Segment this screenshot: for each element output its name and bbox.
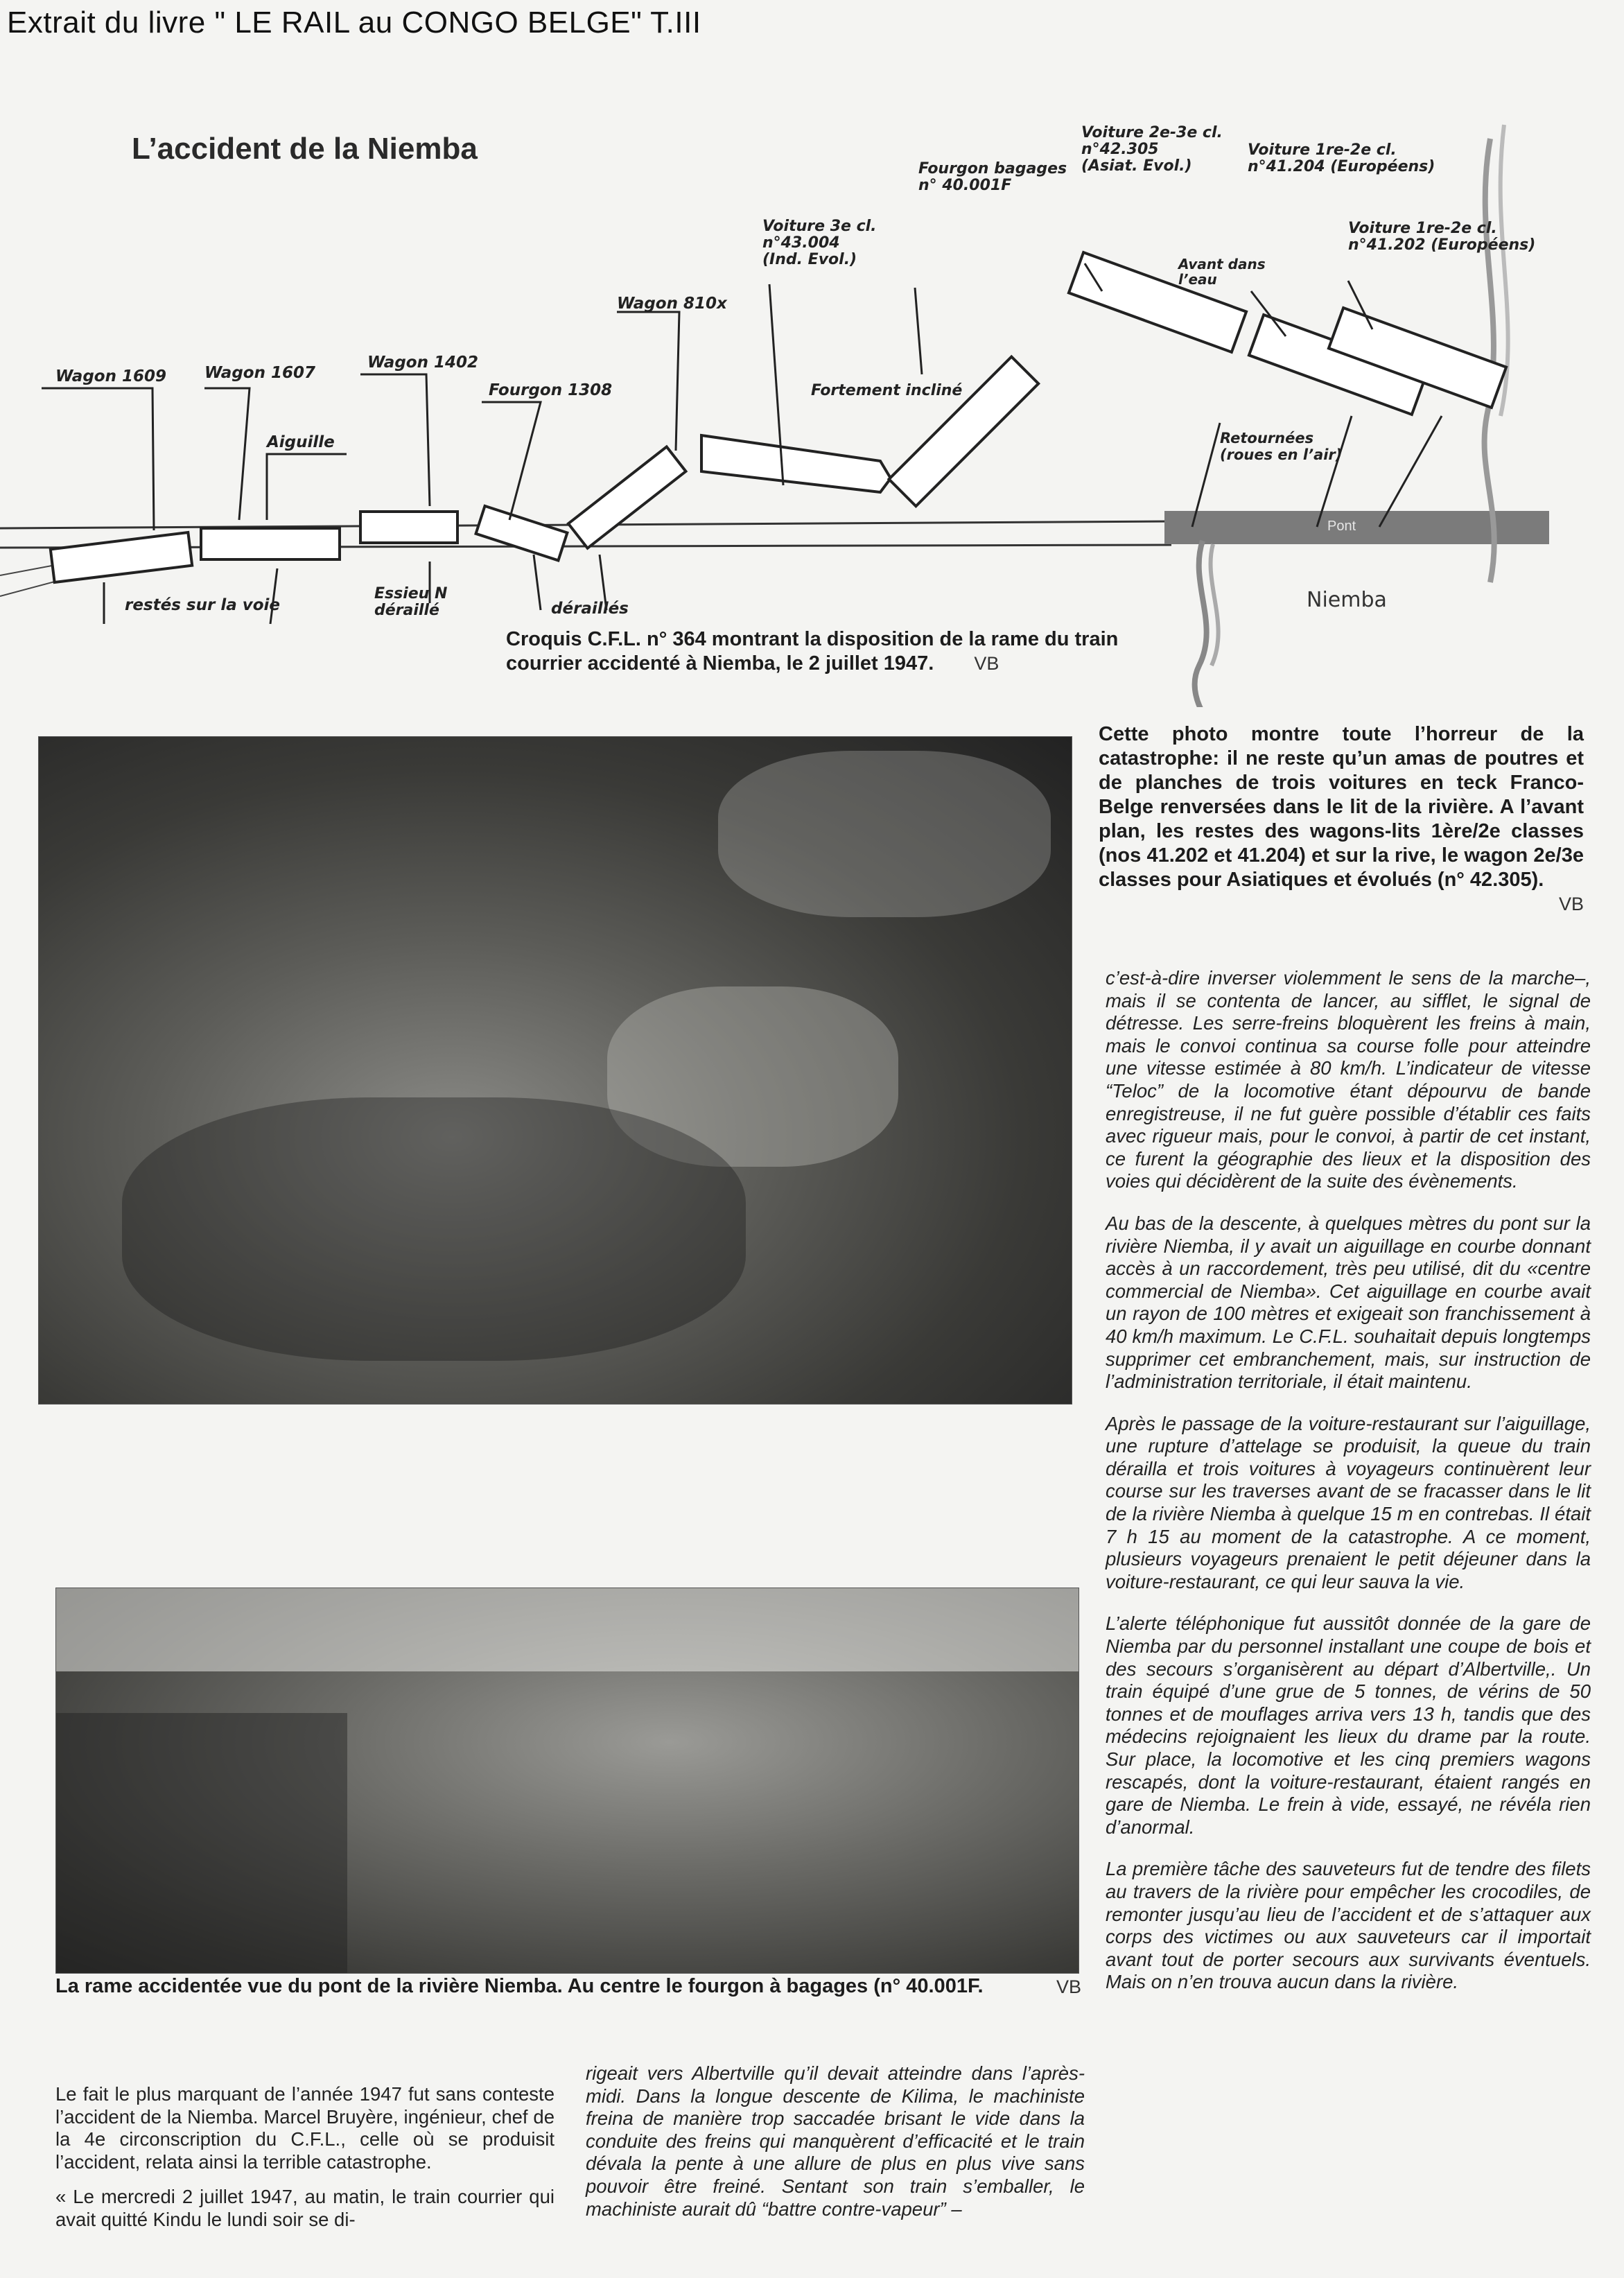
label-fourgon-1308: Fourgon 1308 xyxy=(489,381,613,399)
pointer-derailles xyxy=(534,555,541,610)
label-wagon-1607: Wagon 1607 xyxy=(204,364,315,382)
label-voiture-43004: Voiture 3e cl. n°43.004 (Ind. Evol.) xyxy=(762,218,877,268)
sketch-caption xyxy=(506,627,1158,676)
photo1-caption-text: Cette photo montre toute l’horreur de la catastrophe: il ne reste qu’un amas de poutres et de planches de trois voitures en teck Franco-Belge renversées dans le lit de la rivière. A l’avant plan, les restes des wagons-lits 1ère/2e classes (nos 41.202 et 41.204) et sur la rive, le wagon 2e/3e classes pour Asiatiques et évolués (n° 42.305). xyxy=(1099,723,1584,891)
photo-sky-area xyxy=(56,1588,1079,1671)
right-paragraph-1: c’est-à-dire inverser violemment le sens de la marche–, mais il se contenta de lancer, au sifflet, le signal de détresse. Les serre-freins bloquèrent les freins à main, mais le convoi continua sa course folle pour atteindre une vitesse estimée à 80 km/h. L’indicateur de vitesse “Teloc” de la locomotive étant dépourvu de bande enregistreuse, il ne fut guère possible d’établir ces faits avec rigueur mais, pour le convoi, à partir de cet instant, ce furent la géographie des lieux et la disposition des voies qui décidèrent de la suite des évènements. xyxy=(1106,967,1591,1192)
right-paragraph-3: Après le passage de la voiture-restaurant sur l’aiguillage, une rupture d’attelage se produisit, la queue du train dérailla et trois voitures à voyageurs continuèrent leur course sur les traverses avant de se fracasser dans le lit de la rivière Niemba à quelque 15 m en contrebas. Il était 7 h 15 au moment de la catastrophe. A ce moment, plusieurs voyageurs prenaient le petit déjeuner dans la voiture-restaurant, ce qui leur sauva la vie. xyxy=(1106,1412,1591,1592)
right-paragraph-2: Au bas de la descente, à quelques mètres du pont sur la rivière Niemba, il y avait un aiguillage en courbe donnant accès à un raccordement, très peu utilisé, dit du «centre commercial de Niemba». Cet aiguillage en courbe avait un rayon de 100 mètres et exigeait son franchissement à 40 km/h maximum. Le C.F.L. souhaitait depuis longtemps supprimer cet embranchement, mais, sur instruction de l’administration territoriale, il était maintenu. xyxy=(1106,1212,1591,1393)
photo1-credit: VB xyxy=(1558,894,1584,914)
wagon-1402-shape xyxy=(360,512,457,543)
photo2-credit: VB xyxy=(1056,1976,1081,1997)
label-fortement: Fortement incliné xyxy=(811,382,963,399)
source-header: Extrait du livre " LE RAIL au CONGO BELGE" T.III xyxy=(7,6,701,40)
voiture-43004-shape xyxy=(701,435,891,492)
label-retournees: Retournées (roues en l’air) xyxy=(1220,430,1343,463)
photo2-caption-text: La rame accidentée vue du pont de la rivière Niemba. Au centre le fourgon à bagages (n° 40.001F. xyxy=(55,1975,984,1997)
river-bank-left xyxy=(1195,541,1207,707)
label-aiguille: Aiguille xyxy=(267,433,335,451)
bottom-middle-paragraph: rigeait vers Albertville qu’il devait atteindre dans l’après-midi. Dans la longue descente de Kilima, le machiniste freina de manière trop saccadée brisant le vide dans la conduite des freins qui manquèrent d’efficacité et le train dévala la pente à une allure de plus en plus vive sans pouvoir être freiné. Sentant son train s’emballer, le machiniste aurait dû “battre contre-vapeur” – xyxy=(586,2062,1085,2220)
bottom-left-text xyxy=(55,2083,555,2251)
label-fourgon-bagages: Fourgon bagages n° 40.001F xyxy=(918,160,1067,194)
right-column-text xyxy=(1106,967,1591,2013)
fourgon-1308-shape xyxy=(476,506,568,561)
pointer-aiguille xyxy=(267,454,347,520)
label-restes: restés sur la voie xyxy=(125,596,281,614)
label-pont: Pont xyxy=(1327,519,1356,534)
photo-dark-debris xyxy=(122,1097,746,1361)
pointer-retournees-3 xyxy=(1379,416,1442,527)
right-paragraph-5: La première tâche des sauveteurs fut de tendre des filets au travers de la rivière pour empêcher les crocodiles, de remonter jusqu’au lieu de l’accident et de s’attaquer aux corps des victimes ou aux sauveteurs car il importait avant tout de porter secours aux survivants éventuels. Mais on n’en trouva aucun dans la rivière. xyxy=(1106,1858,1591,1993)
fourgon-40001f-shape xyxy=(889,357,1039,507)
bottom-middle-text xyxy=(586,2062,1085,2240)
label-voiture-42305: Voiture 2e-3e cl. n°42.305 (Asiat. Evol.) xyxy=(1081,124,1223,175)
pointer-40001f xyxy=(915,288,922,374)
photo-bridge-girder xyxy=(56,1713,347,1973)
sketch-caption-text: Croquis C.F.L. n° 364 montrant la disposition de la rame du train courrier accidenté à Niemba, le 2 juillet 1947. xyxy=(506,628,1119,675)
pointer-1402 xyxy=(360,374,430,506)
photo-highlight-sky xyxy=(718,751,1051,917)
label-wagon-1402: Wagon 1402 xyxy=(367,354,478,372)
label-avant-eau: Avant dans l’eau xyxy=(1178,256,1266,288)
bottom-left-paragraph-2: « Le mercredi 2 juillet 1947, au matin, le train courrier qui avait quitté Kindu le lundi soir se di- xyxy=(55,2186,555,2230)
pointer-1609 xyxy=(42,388,154,530)
label-wagon-1609: Wagon 1609 xyxy=(55,367,166,385)
bottom-left-paragraph-1: Le fait le plus marquant de l’année 1947 fut sans conteste l’accident de la Niemba. Marcel Bruyère, ingénieur, chef de la 4e circonscription du C.F.L., celle où se produisit l’accident, relata ainsi la terrible catastrophe. xyxy=(55,2083,555,2173)
label-derailles: déraillés xyxy=(551,600,629,618)
photo-wreckage-riverbed xyxy=(38,736,1072,1405)
right-paragraph-4: L’alerte téléphonique fut aussitôt donnée de la gare de Niemba par du personnel installant une coupe de bois et des secours s’organisèrent au départ d’Albertville,. Un train équipé d’une grue de 5 tonnes, de vérins de 50 tonnes et de mouflages arriva vers 13 h, tandis que des médecins rejoignaient les lieux du drame par la route. Sur place, la locomotive et les cinq premiers wagons rescapés, dont la voiture-restaurant, étaient rangés en gare de Niemba. Le frein à vide, essayé, ne révéla rien d’anormal. xyxy=(1106,1612,1591,1838)
label-voiture-41202: Voiture 1re-2e cl. n°41.202 (Européens) xyxy=(1348,220,1536,254)
wagon-810x-shape xyxy=(568,446,686,548)
sketch-credit: VB xyxy=(974,653,999,674)
pointer-810x xyxy=(617,312,679,451)
label-voiture-41204: Voiture 1re-2e cl. n°41.204 (Européens) xyxy=(1248,141,1435,175)
pointer-1607 xyxy=(204,388,250,520)
label-niemba: Niemba xyxy=(1307,588,1387,612)
label-wagon-810x: Wagon 810x xyxy=(617,295,727,313)
river-bank-left-2 xyxy=(1211,544,1219,666)
photo2-caption xyxy=(55,1974,1081,1999)
photo-bridge-view xyxy=(55,1588,1079,1974)
wagon-1609-shape xyxy=(51,532,192,582)
photo1-caption xyxy=(1099,722,1584,916)
wagon-1607-shape xyxy=(201,528,340,559)
derailment-sketch xyxy=(0,97,1624,707)
pointer-1308 xyxy=(482,402,541,520)
label-essieu: Essieu N déraillé xyxy=(374,585,448,619)
sketch-title: L’accident de la Niemba xyxy=(132,132,478,166)
